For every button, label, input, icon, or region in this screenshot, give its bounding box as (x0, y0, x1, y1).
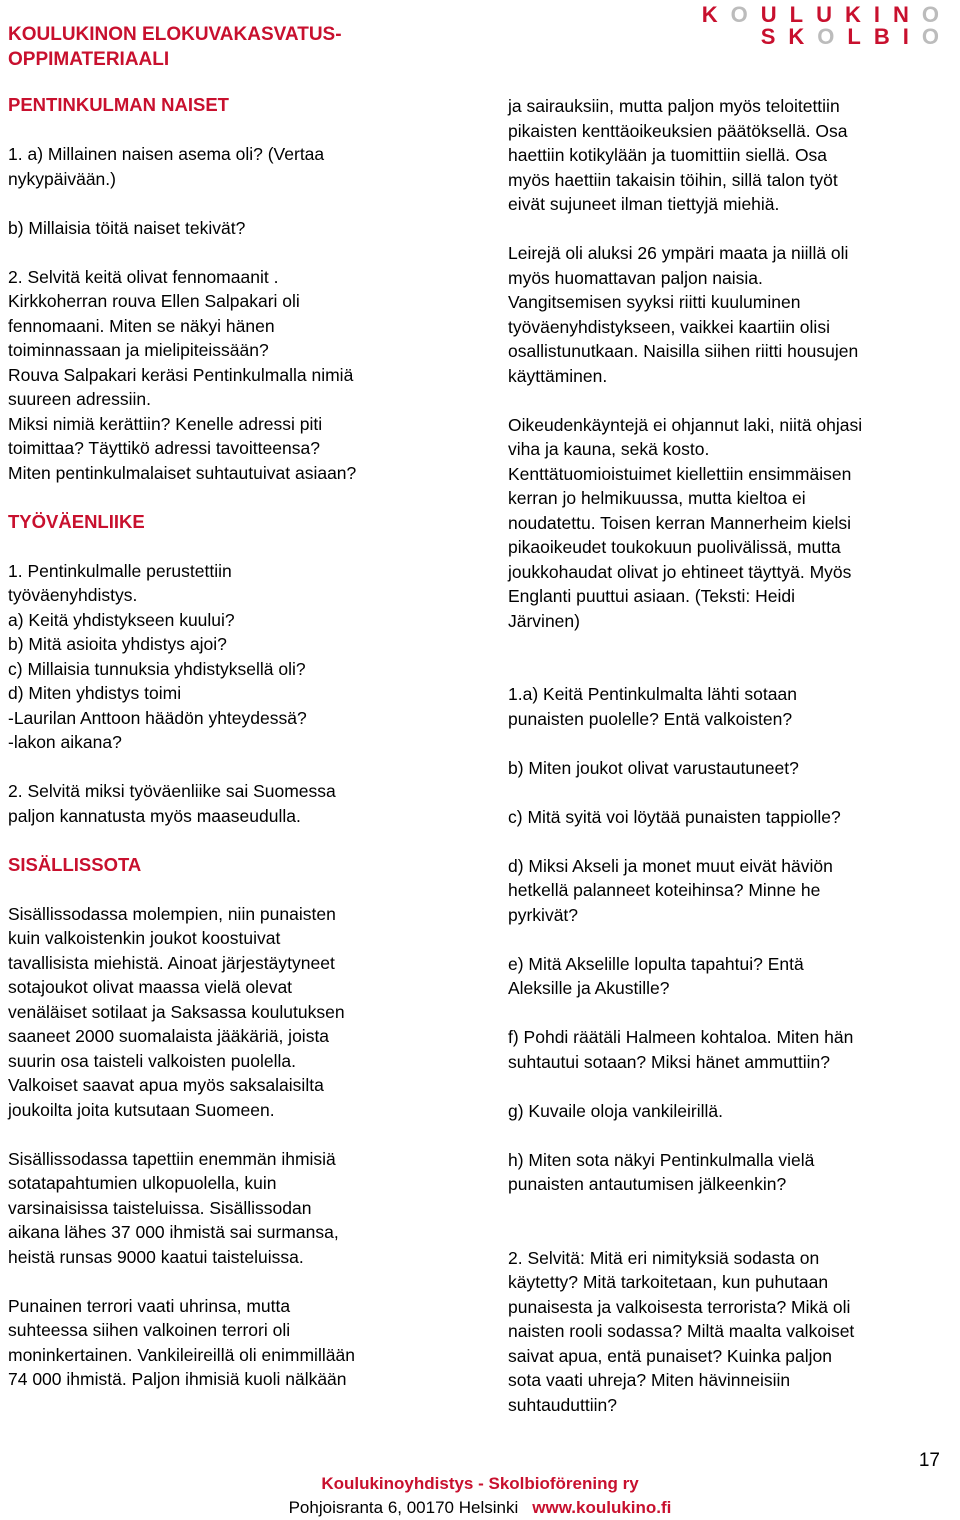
left-column (8, 93, 478, 1416)
question: d) Miksi Akseli ja monet muut eivät häviön hetkellä palanneet koteihinsa? Minne he pyrkivät? (508, 855, 833, 925)
title-line-1: KOULUKINON ELOKUVAKASVATUS- (8, 24, 342, 45)
paragraph: Punainen terrori vaati uhrinsa, mutta suhteessa siihen valkoinen terrori oli moninkertainen. Vankileireillä oli enimmillään 74 000 ihmistä. Paljon ihmisiä kuoli nälkään (8, 1295, 355, 1389)
footer-address: Pohjoisranta 6, 00170 Helsinki (288, 1498, 519, 1517)
paragraph: 2. Selvitä miksi työväenliike sai Suomessa paljon kannatusta myös maaseudulla. (8, 781, 336, 826)
logo-row-1: KOULUKINO (701, 2, 952, 27)
question: c) Mitä syitä voi löytää punaisten tappiolle? (508, 806, 841, 827)
question: f) Pohdi räätäli Halmeen kohtaloa. Miten hän suhtautui sotaan? Miksi hänet ammuttiin? (508, 1027, 854, 1072)
question: g) Kuvaile oloja vankileirillä. (508, 1100, 723, 1121)
paragraph: Sisällissodassa molempien, niin punaisten kuin valkoistenkin joukot koostuivat tavallisista miehistä. Ainoat järjestäytyneet sotajoukot olivat maassa vielä olevat venäläiset sotilaat ja Saksassa koulutuksen saaneet 2000 suomalaista jääkäriä, joista suurin osa taisteli valkoisten puolella. Valkoiset saavat apua myös saksalaisilta joukoilta joita kutsutaan Suomeen. (8, 903, 345, 1120)
page-footer (0, 1472, 960, 1520)
question: 2. Selvitä: Mitä eri nimityksiä sodasta on käytetty? Mitä tarkoitetaan, kun puhutaan punaisesta ja valkoisesta terrorista? Mikä oli naisten rooli sodassa? Miltä maalta valkoiset saivat apua, entä punaiset? Kuinka paljon sota vaati uhreja? Miten hävinneisiin suhtauduttiin? (508, 1247, 855, 1415)
paragraph: 1. a) Millainen naisen asema oli? (Vertaa nykypäivään.) (8, 144, 325, 189)
footer-organization: Koulukinoyhdistys - Skolbioförening ry (321, 1474, 639, 1493)
question: 1.a) Keitä Pentinkulmalta lähti sotaan punaisten puolelle? Entä valkoisten? (508, 684, 797, 729)
section-heading-pentinkulman-naiset: PENTINKULMAN NAISET (8, 94, 229, 115)
document-title (8, 22, 468, 72)
section-heading-sisallissota: SISÄLLISSOTA (8, 853, 142, 875)
section-heading-tyovaenliike: TYÖVÄENLIIKE (8, 510, 145, 532)
question: b) Miten joukot olivat varustautuneet? (508, 757, 799, 778)
paragraph: 1. Pentinkulmalle perustettiin työväenyhdistys. a) Keitä yhdistykseen kuului? b) Mitä asioita yhdistys ajoi? c) Millaisia tunnuksia yhdistyksellä oli? d) Miten yhdistys toimi -Laurilan Anttoon häädön yhteydessä? -lakon aikana? (8, 560, 307, 752)
paragraph: 2. Selvitä keitä olivat fennomaanit . Kirkkoherran rouva Ellen Salpakari oli fennomaani. Miten se näkyi hänen toiminnassaan ja mielipiteissään? Rouva Salpakari keräsi Pentinkulmalla nimiä suureen adressiin. Miksi nimiä kerättiin? Kenelle adressi piti toimittaa? Täyttikö adressi tavoitteensa? Miten pentinkulmalaiset suhtautuivat asiaan? (8, 266, 357, 483)
right-column (508, 94, 948, 1442)
koulukino-logo (702, 4, 952, 48)
question: e) Mitä Akselille lopulta tapahtui? Entä Aleksille ja Akustille? (508, 953, 804, 998)
footer-website-link[interactable]: www.koulukino.fi (532, 1498, 672, 1517)
paragraph: ja sairauksiin, mutta paljon myös teloitettiin pikaisten kenttäoikeuksien päätöksellä. Osa haettiin kotikylään ja tuomittiin siellä. Osa myös haettiin takaisin töihin, sillä talon työt eivät sujuneet ilman tiettyjä miehiä. (508, 96, 848, 214)
footer-contact (0, 1496, 960, 1520)
question: h) Miten sota näkyi Pentinkulmalla vielä punaisten antautumisen jälkeenkin? (508, 1149, 815, 1194)
title-line-2: OPPIMATERIAALI (8, 49, 170, 70)
page-number: 17 (918, 1450, 940, 1471)
paragraph: Sisällissodassa tapettiin enemmän ihmisiä sotatapahtumien ulkopuolella, kuin varsinaisissa taisteluissa. Sisällissodan aikana lähes 37 000 ihmistä sai surmansa, heistä runsas 9000 kaatui taisteluissa. (8, 1148, 339, 1267)
paragraph: b) Millaisia töitä naiset tekivät? (8, 217, 246, 238)
logo-row-2: SKOLBIO (760, 24, 952, 49)
paragraph: Leirejä oli aluksi 26 ympäri maata ja niillä oli myös huomattavan paljon naisia. Vangitsemisen syyksi riitti kuuluminen työväenyhdistykseen, vaikkei kaartiin olisi osallistunutkaan. Naisilla siihen riitti housujen käyttäminen. (508, 243, 859, 386)
paragraph: Oikeudenkäyntejä ei ohjannut laki, niitä ohjasi viha ja kauna, sekä kosto. Kenttätuomioistuimet kiellettiin ensimmäisen kerran jo helmikuussa, mutta kieltoa ei noudatettu. Toisen kerran Mannerheim kielsi pikaoikeudet toukokuun puolivälissä, mutta joukkohaudat olivat jo ehtineet täyttyä. Myös Englanti puuttui asiaan. (Teksti: Heidi Järvinen) (508, 414, 863, 631)
